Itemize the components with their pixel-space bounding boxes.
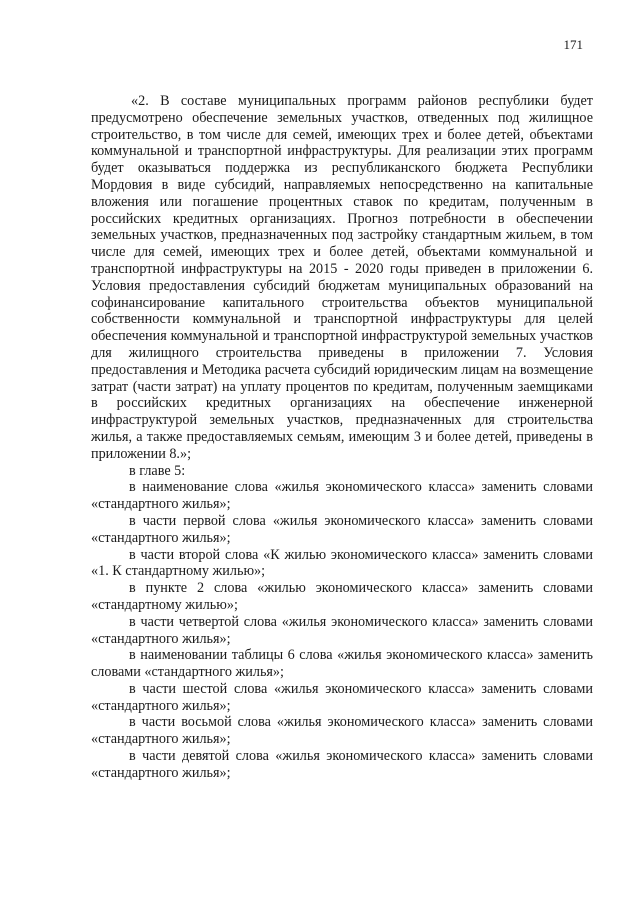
paragraph-amendment-part-6: в части шестой слова «жилья экономического класса» заменить словами «стандартного жилья»; <box>91 680 593 714</box>
paragraph-amendment-part-4: в части четвертой слова «жилья экономического класса» заменить словами «стандартного жилья»; <box>91 613 593 647</box>
paragraph-amendment-part-9: в части девятой слова «жилья экономического класса» заменить словами «стандартного жилья»; <box>91 748 593 781</box>
paragraph-amendment-part-8: в части восьмой слова «жилья экономического класса» заменить словами «стандартного жилья»; <box>91 714 593 748</box>
document-body <box>91 93 593 782</box>
page-number: 171 <box>563 37 583 52</box>
paragraph-amendment-item-2: в пункте 2 слова «жилью экономического класса» заменить словами «стандартному жилью»; <box>91 580 593 613</box>
paragraph-section-2: «2. В составе муниципальных программ районов республики будет предусмотрено обеспечение земельных участков, отведенных под жилищное строительство, в том числе для семей, имеющих трех и более детей, объектами коммунальной и транспортной инфраструктуры. Для реализации этих программ будет оказываться поддержка из республиканского бюджета Республики Мордовия в виде субсидий, направляемых непосредственно на капитальные вложения или погашение процентных ставок по кредитам, полученным в российских кредитных организациях. Прогноз потребности в обеспечении земельных участков, предназначенных под застройку стандартным жильем, в том числе для семей, имеющих трех и более детей, объектами коммунальной и транспортной инфраструктуры на 2015 - 2020 годы приведен в приложении 6. Условия предоставления субсидий бюджетам муниципальных образований на софинансирование капитального строительства объектов муниципальной собственности коммунальной и транспортной инфраструктуры для целей обеспечения коммунальной и транспортной инфраструктурой земельных участков для жилищного строительства приведены в приложении 7. Условия предоставления и Методика расчета субсидий юридическим лицам на возмещение затрат (части затрат) на уплату процентов по кредитам, полученным заемщиками в российских кредитных организациях на обеспечение инженерной инфраструктурой земельных участков, предназначенных для строительства жилья, а также предоставляемых семьям, имеющим 3 и более детей, приведены в приложении 8.»; <box>91 93 593 462</box>
paragraph-amendment-table-6: в наименовании таблицы 6 слова «жилья экономического класса» заменить словами «стандартного жилья»; <box>91 647 593 681</box>
paragraph-amendment-title: в наименование слова «жилья экономического класса» заменить словами «стандартного жилья»; <box>91 479 593 513</box>
paragraph-amendment-part-2: в части второй слова «К жилью экономического класса» заменить словами «1. К стандартному жилью»; <box>91 546 593 580</box>
paragraph-amendment-part-1: в части первой слова «жилья экономического класса» заменить словами «стандартного жилья»; <box>91 512 593 546</box>
paragraph-chapter-5-intro: в главе 5: <box>129 462 186 479</box>
